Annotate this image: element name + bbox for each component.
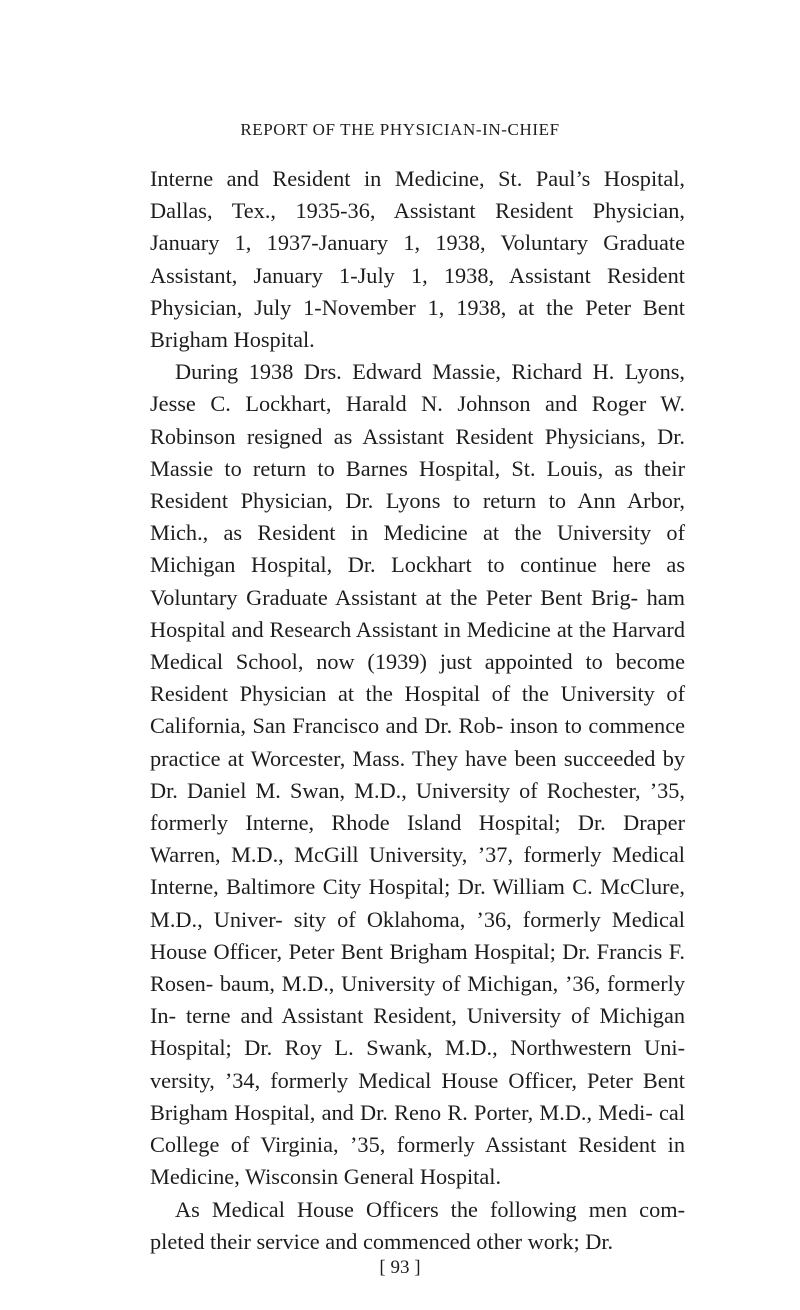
paragraph-house-officers: As Medical House Officers the following men com- pleted their service and commenced other work; Dr.: [150, 1196, 685, 1254]
page-number: [ 93 ]: [379, 1257, 421, 1278]
paragraph-resignations: During 1938 Drs. Edward Massie, Richard H. Lyons, Jesse C. Lockhart, Harald N. Johnson and Roger W. Robinson resigned as Assistant Resident Physicians, Dr. Massie to return to Barnes Hospital, St. Louis, as their Resident Physician, Dr. Lyons to return to Ann Arbor, Mich., as Resident in Medicine at the University of Michigan Hospital, Dr. Lockhart to continue here as Voluntary Graduate Assistant at the Peter Bent Brig- ham Hospital and Research Assistant in Medicine at the Harvard Medical School, now (1939) just appointed to become Resident Physician at the Hospital of the University of California, San Francisco and Dr. Rob- inson to commence practice at Worcester, Mass. They have been succeeded by Dr. Daniel M. Swan, M.D., University of Rochester, ’35, formerly Interne, Rhode Island Hospital; Dr. Draper Warren, M.D., McGill University, ’37, formerly Medical Interne, Baltimore City Hospital; Dr. William C. McClure, M.D., Univer- sity of Oklahoma, ’36, formerly Medical House Officer, Peter Bent Brigham Hospital; Dr. Francis F. Rosen- baum, M.D., University of Michigan, ’36, formerly In- terne and Assistant Resident, University of Michigan Hospital; Dr. Roy L. Swank, M.D., Northwestern Uni- versity, ’34, formerly Medical House Officer, Peter Bent Brigham Hospital, and Dr. Reno R. Porter, M.D., Medi- cal College of Virginia, ’35, formerly Assistant Resident in Medicine, Wisconsin General Hospital.: [150, 359, 685, 1190]
body-text: [150, 163, 685, 1258]
running-header: REPORT OF THE PHYSICIAN-IN-CHIEF: [240, 120, 560, 139]
paragraph-continuation: Interne and Resident in Medicine, St. Paul’s Hospital, Dallas, Tex., 1935-36, Assistant Resident Physician, January 1, 1937-January 1, 1938, Voluntary Graduate Assistant, January 1-July 1, 1938, Assistant Resident Physician, July 1-November 1, 1938, at the Peter Bent Brigham Hospital.: [150, 166, 685, 353]
